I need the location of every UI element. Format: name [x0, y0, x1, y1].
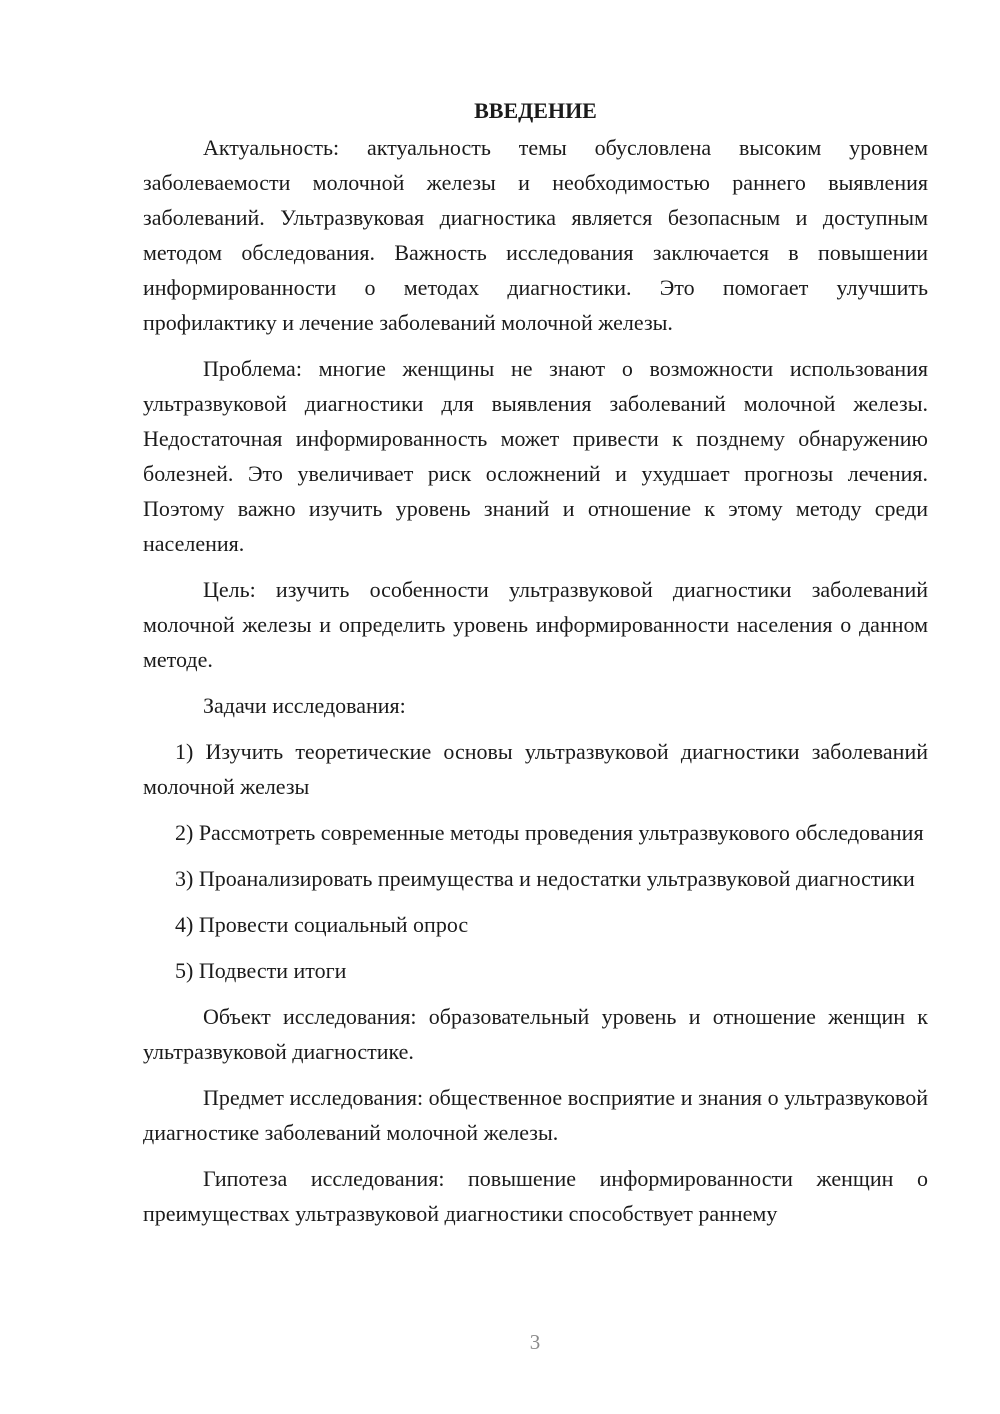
- task-item-5: 5) Подвести итоги: [175, 958, 347, 983]
- task-item-1: 1) Изучить теоретические основы ультразвуковой диагностики заболеваний молочной железы: [143, 739, 928, 799]
- paragraph-problem: Проблема: многие женщины не знают о возможности использования ультразвуковой диагностики для выявления заболеваний молочной железы. Недостаточная информированность может привести к позднему обнаружению болезней. Это увеличивает риск осложнений и ухудшает прогнозы лечения. Поэтому важно изучить уровень знаний и отношение к этому методу среди населения.: [143, 356, 928, 556]
- paragraph-relevance: Актуальность: актуальность темы обусловлена высоким уровнем заболеваемости молочной железы и необходимостью раннего выявления заболеваний. Ультразвуковая диагностика является безопасным и доступным методом обследования. Важность исследования заключается в повышении информированности о методах диагностики. Это помогает улучшить профилактику и лечение заболеваний молочной железы.: [143, 135, 928, 335]
- task-item-2: 2) Рассмотреть современные методы проведения ультразвукового обследования: [175, 820, 924, 845]
- task-item-4: 4) Провести социальный опрос: [175, 912, 469, 937]
- paragraph-hypothesis: Гипотеза исследования: повышение информированности женщин о преимуществах ультразвуковой диагностики способствует раннему: [143, 1166, 928, 1226]
- page-number: 3: [529, 1330, 541, 1354]
- paragraph-goal: Цель: изучить особенности ультразвуковой диагностики заболеваний молочной железы и определить уровень информированности населения о данном методе.: [143, 577, 928, 672]
- paragraph-object: Объект исследования: образовательный уровень и отношение женщин к ультразвуковой диагностике.: [143, 1004, 928, 1064]
- page-title: ВВЕДЕНИЕ: [474, 98, 597, 123]
- paragraph-tasks-heading: Задачи исследования:: [203, 693, 406, 718]
- paragraph-subject: Предмет исследования: общественное восприятие и знания о ультразвуковой диагностике заболеваний молочной железы.: [143, 1085, 928, 1145]
- task-item-3: 3) Проанализировать преимущества и недостатки ультразвуковой диагностики: [175, 866, 915, 891]
- page-content: [143, 92, 928, 1231]
